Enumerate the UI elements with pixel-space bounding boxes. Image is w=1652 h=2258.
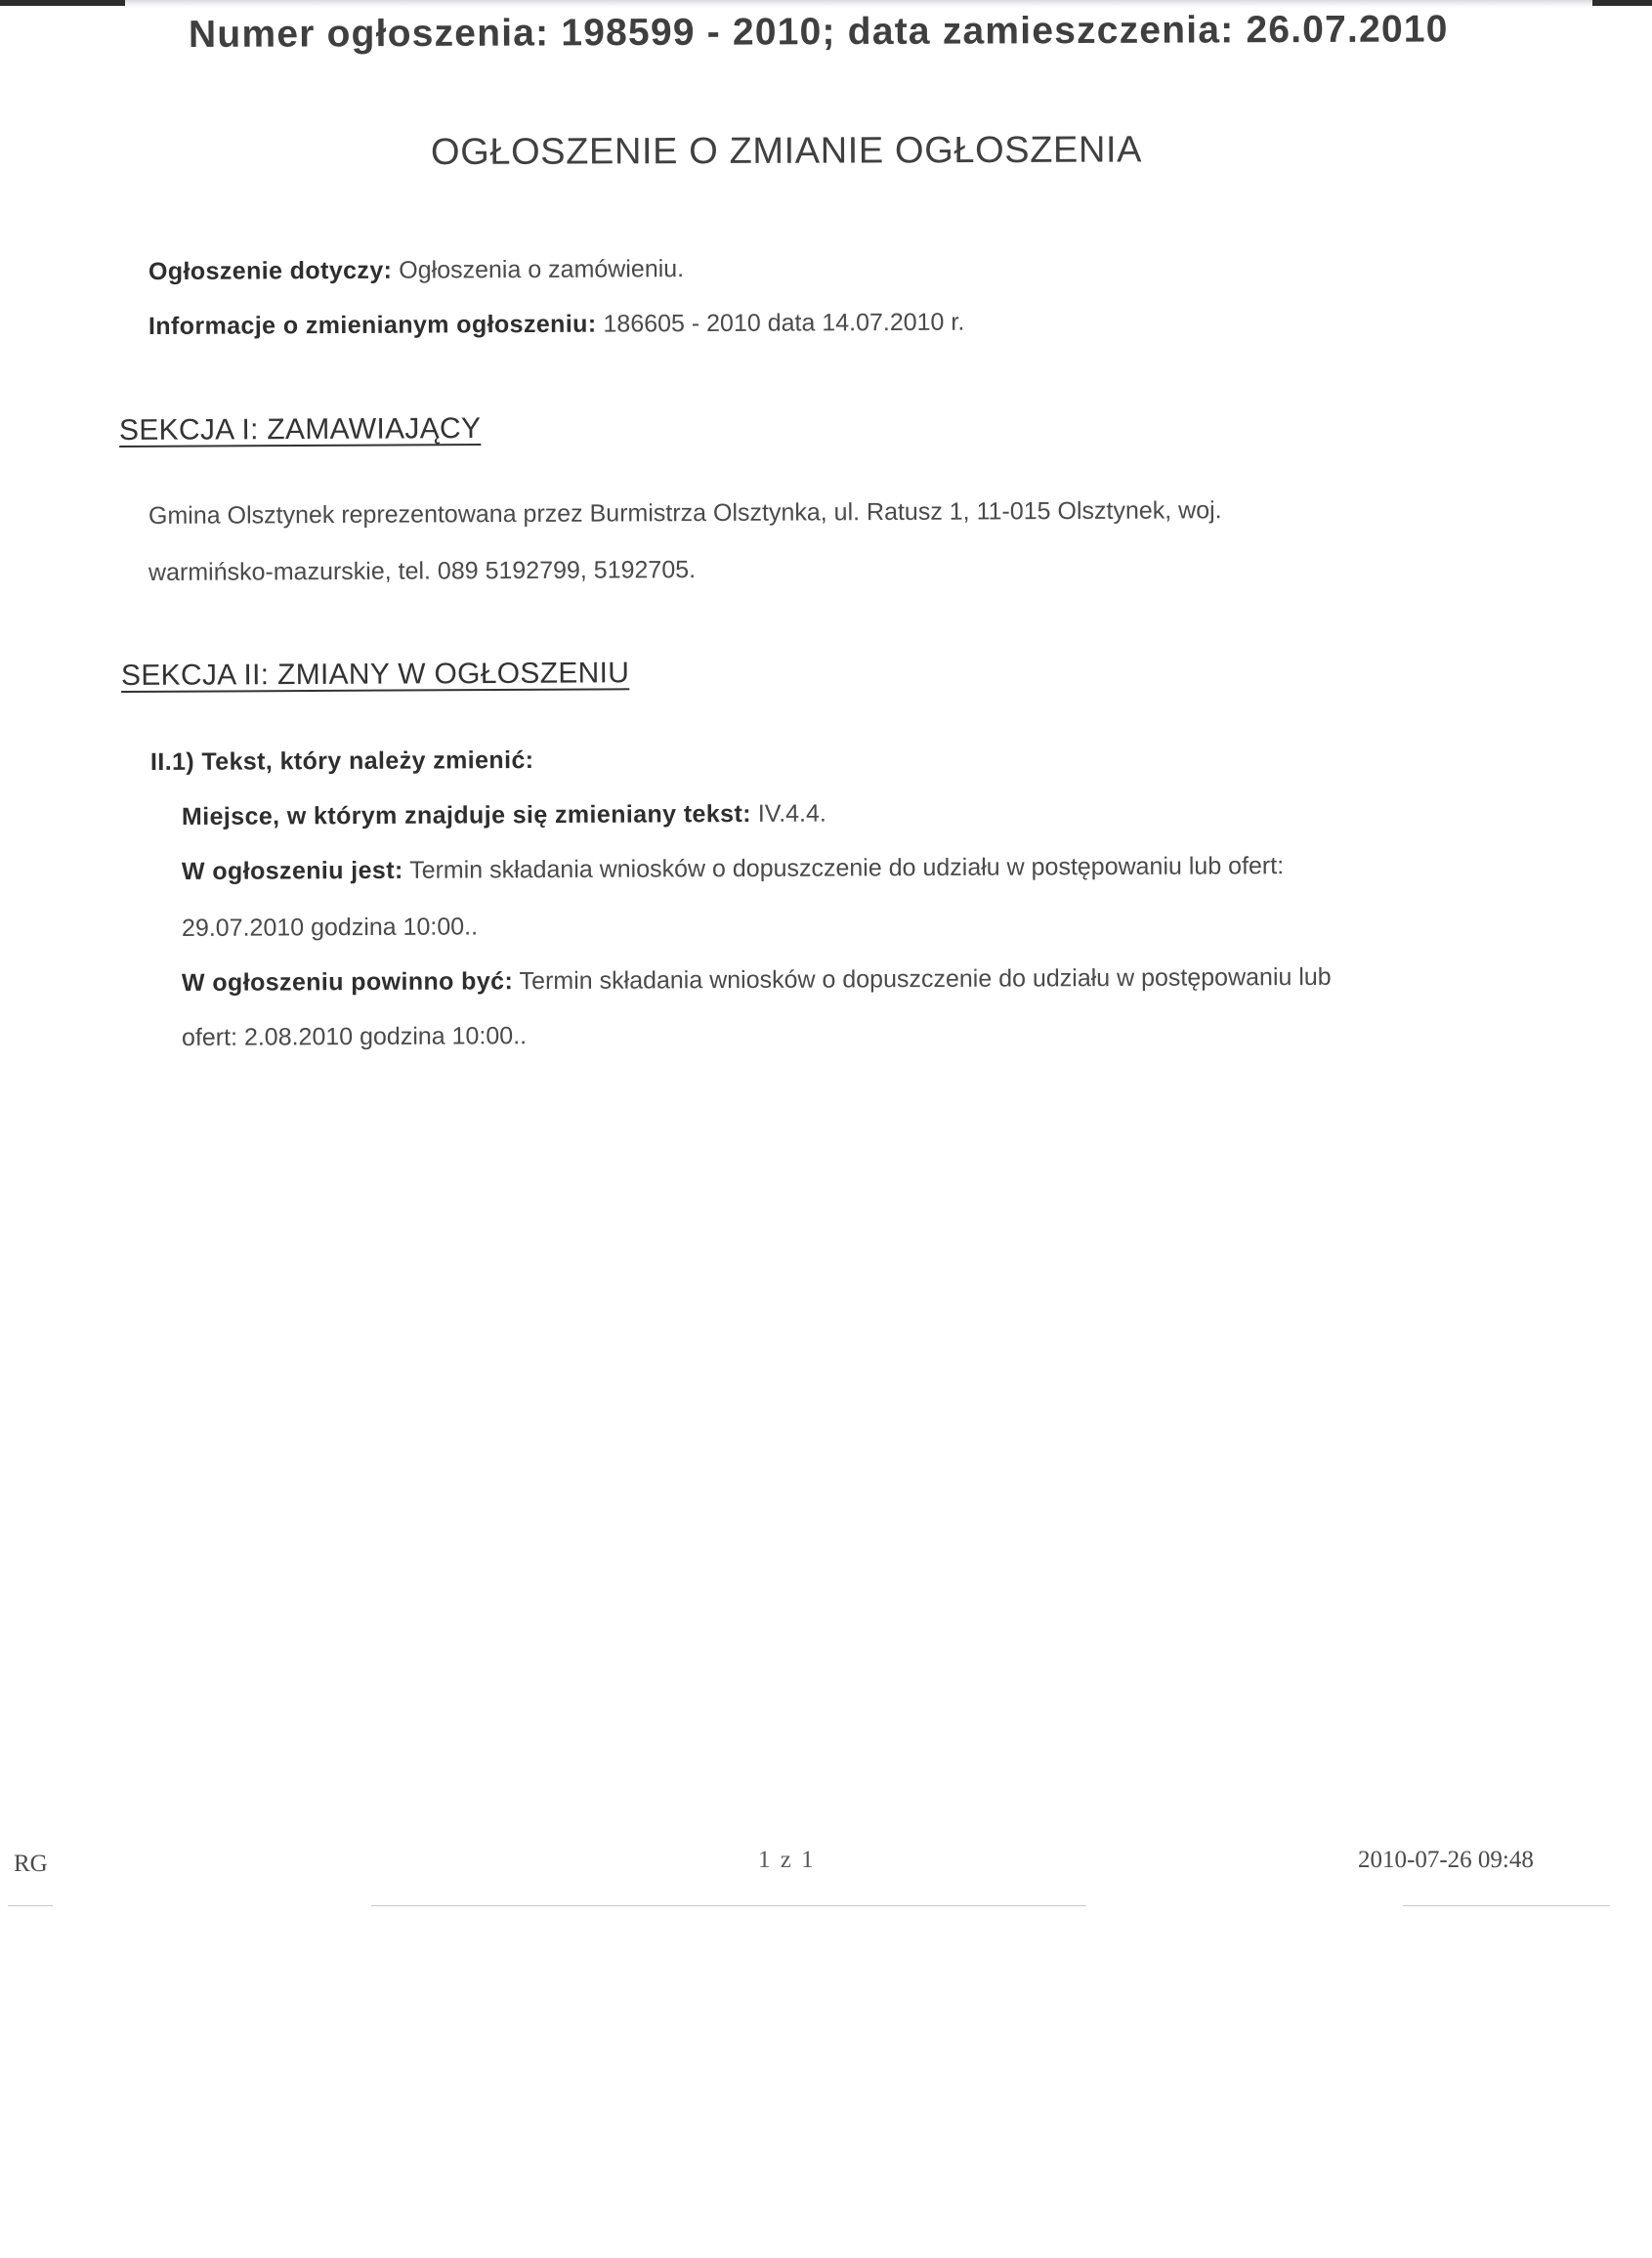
scan-edge-mark-left	[0, 0, 125, 6]
notice-number: 198599 - 2010;	[561, 11, 836, 55]
footer-rule-left	[8, 1905, 53, 1906]
posting-date: 26.07.2010	[1246, 8, 1449, 52]
corrected-text-value-2: ofert: 2.08.2010 godzina 10:00..	[181, 1022, 528, 1051]
notice-concerns-value: Ogłoszenia o zamówieniu.	[399, 255, 685, 284]
document-title: OGŁOSZENIE O ZMIANIE OGŁOSZENIA	[430, 129, 1143, 173]
corrected-text-value-1: Termin składania wniosków o dopuszczenie do udziału w postępowaniu lub	[519, 962, 1332, 996]
contracting-authority-line-2: warmińsko-mazurskie, tel. 089 5192799, 5192705.	[148, 556, 697, 586]
notice-concerns-label: Ogłoszenie dotyczy:	[148, 256, 393, 285]
notice-number-label: Numer ogłoszenia:	[188, 12, 550, 56]
notice-header	[189, 8, 1449, 57]
footer-timestamp: 2010-07-26 09:48	[1358, 1847, 1534, 1873]
footer-rule-right	[1403, 1905, 1610, 1906]
footer-initials: RG	[14, 1851, 48, 1877]
changed-notice-label: Informacje o zmienianym ogłoszeniu:	[148, 310, 597, 340]
section-1-heading: SEKCJA I: ZAMAWIAJĄCY	[118, 412, 482, 447]
change-item-heading: II.1) Tekst, który należy zmienić:	[149, 746, 534, 776]
changed-notice-line	[148, 307, 964, 342]
section-2-heading: SEKCJA II: ZMIANY W OGŁOSZENIU	[120, 657, 630, 692]
footer-rule-center	[686, 1905, 1086, 1906]
corrected-text-line-1	[182, 961, 1332, 999]
changed-text-location-line	[182, 798, 826, 832]
current-text-value-1: Termin składania wniosków o dopuszczenie do udziału w postępowaniu lub ofert:	[409, 852, 1285, 884]
changed-notice-value: 186605 - 2010 data 14.07.2010 r.	[603, 308, 965, 338]
scan-edge-mark-right	[1592, 0, 1652, 6]
current-text-line-2	[182, 911, 478, 944]
contracting-authority-line-1: Gmina Olsztynek reprezentowana przez Burmistrza Olsztynka, ul. Ratusz 1, 11-015 Olsztynek, woj.	[148, 496, 1222, 530]
changed-text-location-value: IV.4.4.	[757, 799, 826, 828]
corrected-text-label: W ogłoszeniu powinno być:	[181, 967, 514, 997]
footer-rule-center-left	[371, 1905, 703, 1906]
footer-page-number: 1 z 1	[758, 1847, 816, 1873]
current-text-line-1	[182, 850, 1284, 887]
current-text-label: W ogłoszeniu jest:	[181, 856, 403, 885]
posting-date-label: data zamieszczenia:	[847, 9, 1235, 54]
changed-text-location-label: Miejsce, w którym znajduje się zmieniany tekst:	[181, 799, 751, 831]
current-text-value-2: 29.07.2010 godzina 10:00..	[181, 913, 479, 942]
scan-top-edge	[0, 0, 1652, 8]
notice-concerns-line	[148, 253, 684, 287]
corrected-text-line-2	[182, 1020, 527, 1053]
